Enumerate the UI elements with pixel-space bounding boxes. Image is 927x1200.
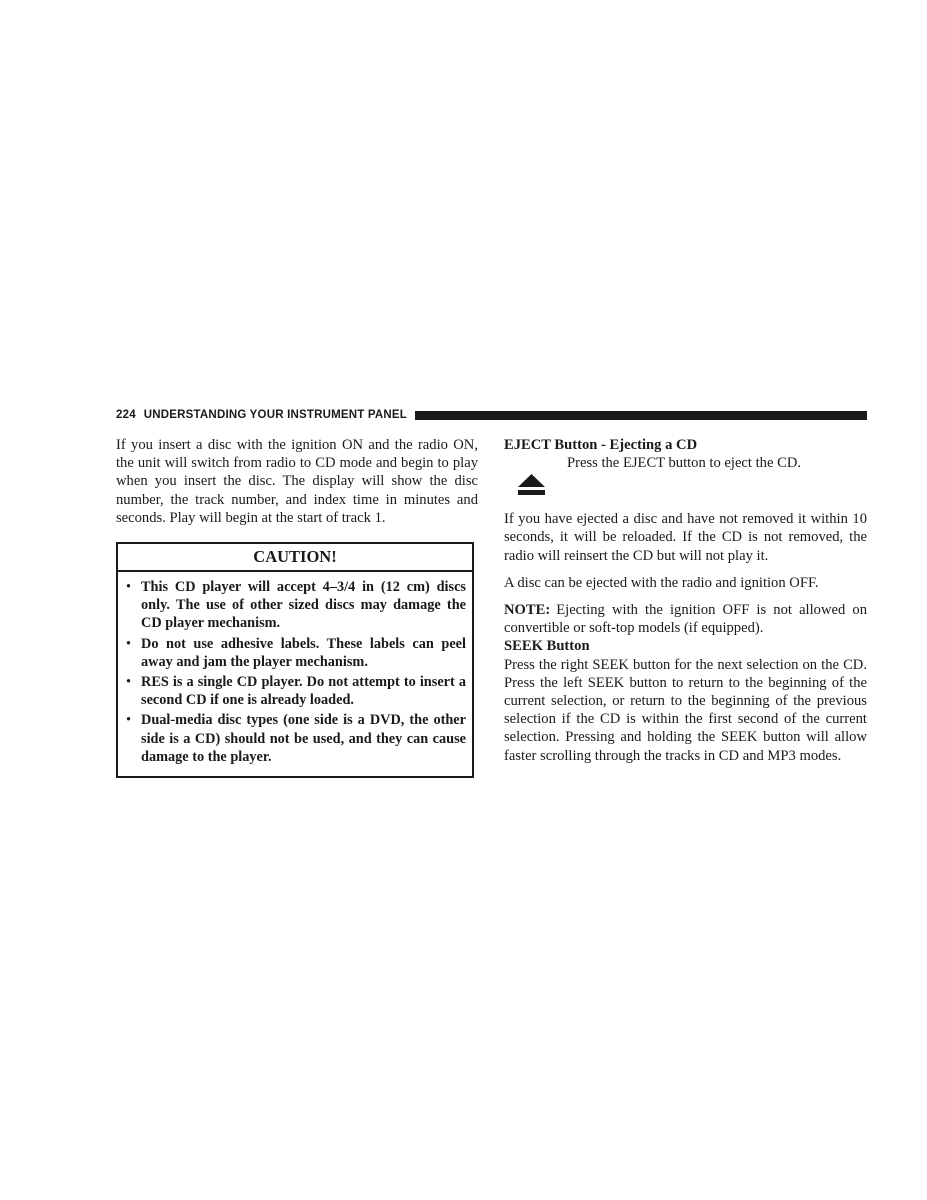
eject-icon: [518, 474, 545, 496]
header-rule: [415, 411, 867, 420]
caution-item: • Dual-media disc types (one side is a DVD, the other side is a CD) should not be used, and they can cause damage to the player.: [125, 711, 466, 766]
caution-item: • This CD player will accept 4–3/4 in (12 cm) discs only. The use of other sized discs may damage the CD player mechanism.: [125, 578, 466, 633]
seek-paragraph: Press the right SEEK button for the next selection on the CD. Press the left SEEK button to return to the beginning of the current selection, or return to the beginning of the previous selection if the CD is within the first second of the current selection. Pressing and holding the SEEK button will allow faster scrolling through the tracks in CD and MP3 modes.: [504, 656, 867, 764]
caution-item: • RES is a single CD player. Do not attempt to insert a second CD if one is already loaded.: [125, 673, 466, 709]
note-label: NOTE:: [504, 602, 551, 619]
note-text: Ejecting with the ignition OFF is not allowed on convertible or soft-top models (if equipped).: [504, 602, 867, 637]
caution-box: [116, 542, 474, 778]
right-column: [504, 436, 867, 765]
note-paragraph: [504, 601, 867, 637]
caution-title: CAUTION!: [118, 544, 472, 572]
eject-row: [504, 454, 867, 506]
page-number: 224: [116, 409, 136, 421]
eject-heading: EJECT Button - Ejecting a CD: [504, 437, 698, 453]
page-header: [116, 407, 867, 423]
left-column: [116, 436, 478, 778]
section-title: UNDERSTANDING YOUR INSTRUMENT PANEL: [143, 409, 407, 421]
ignition-off-paragraph: A disc can be ejected with the radio and ignition OFF.: [504, 574, 819, 591]
seek-heading: SEEK Button: [504, 638, 590, 655]
intro-paragraph: If you insert a disc with the ignition ON and the radio ON, the unit will switch from radio to CD mode and begin to play when you insert the disc. The display will show the disc number, the track number, and index time in minutes and seconds. Play will begin at the start of track 1.: [116, 437, 478, 526]
caution-item: • Do not use adhesive labels. These labels can peel away and jam the player mechanism.: [125, 635, 466, 671]
eject-instruction: Press the EJECT button to eject the CD.: [567, 455, 802, 472]
reload-paragraph: If you have ejected a disc and have not removed it within 10 seconds, it will be reloaded. If the CD is not removed, the radio will reinsert the CD but will not play it.: [504, 511, 867, 564]
caution-list: [118, 572, 472, 776]
